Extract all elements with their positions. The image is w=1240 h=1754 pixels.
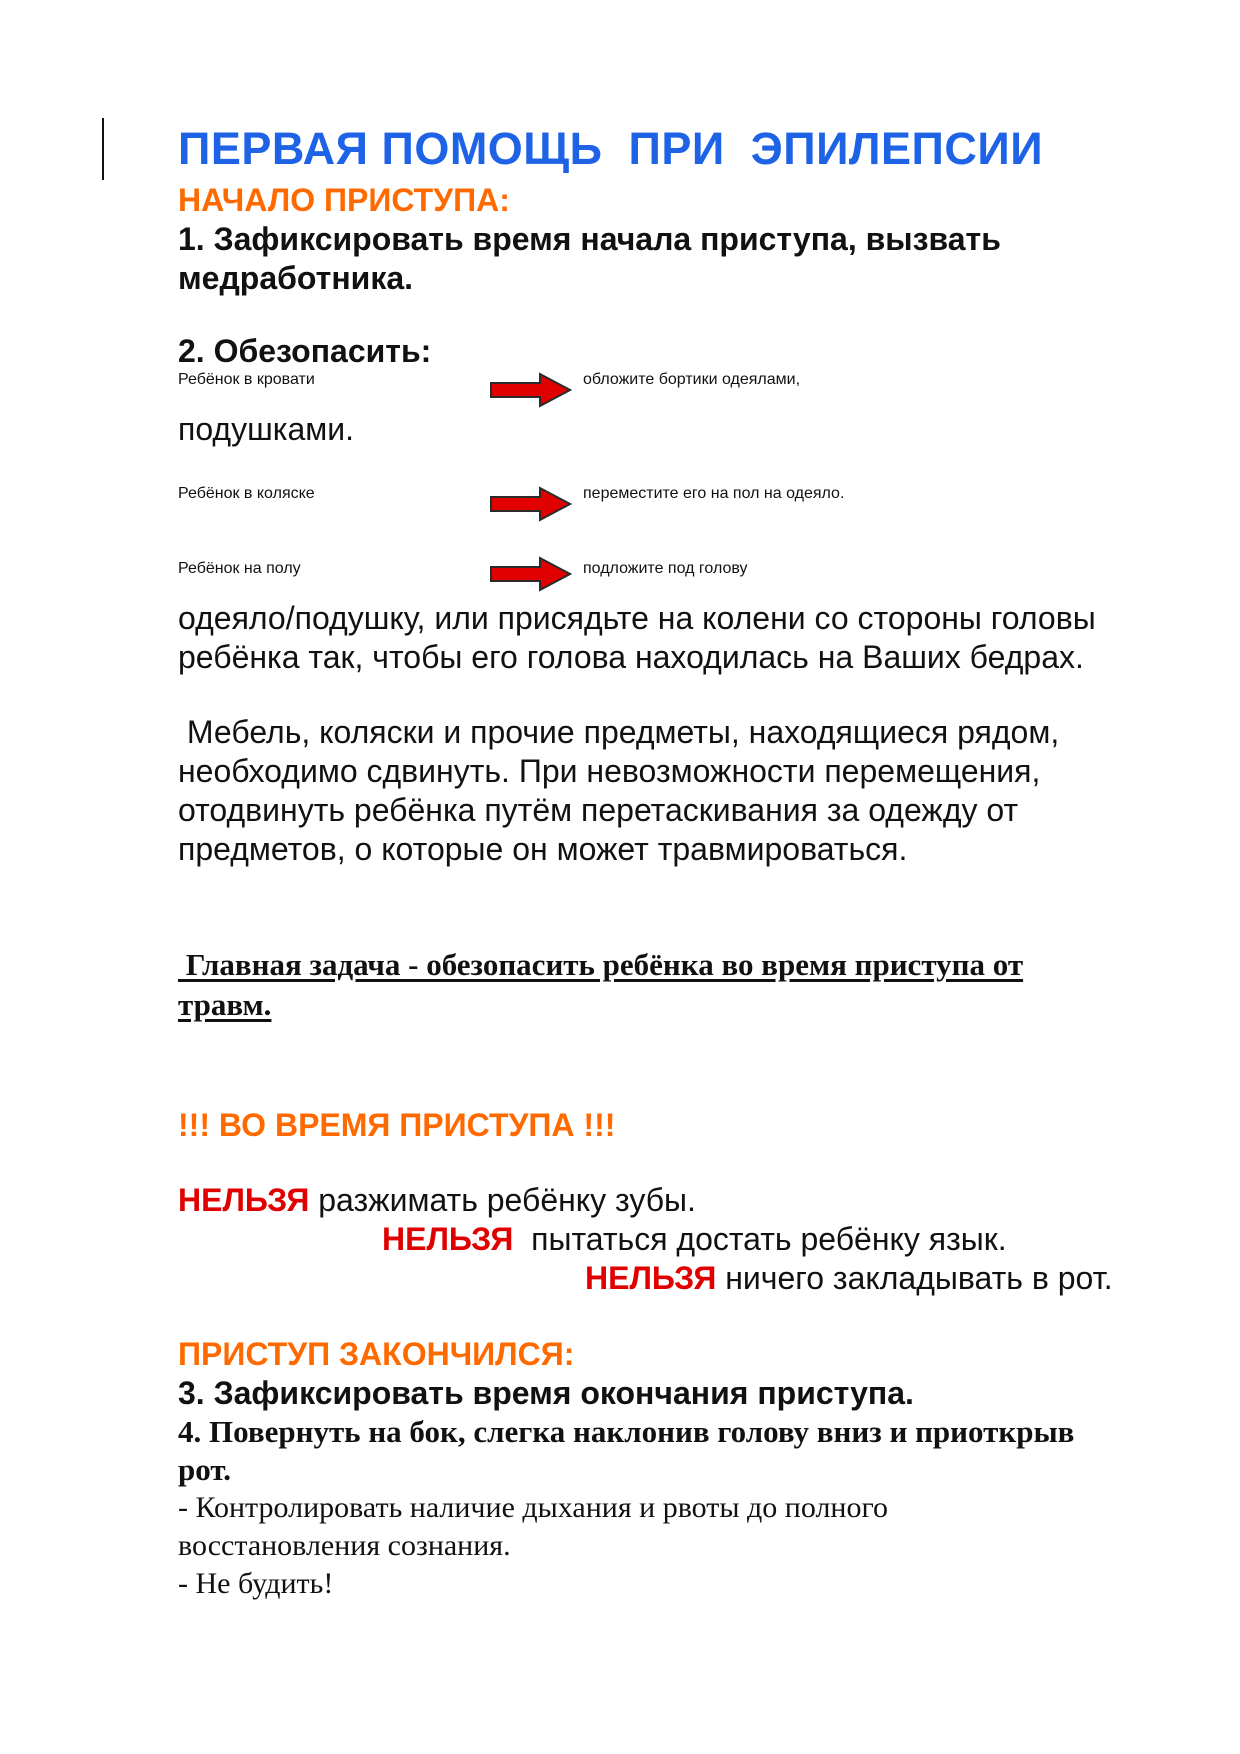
- furniture-line-3: отодвинуть ребёнка путём перетаскивания за одежду от: [178, 792, 1019, 828]
- bed-row: [178, 371, 1188, 410]
- prohibition-1: [178, 1181, 1188, 1220]
- stroller-action: переместите его на пол на одеяло.: [583, 485, 845, 502]
- floor-action: подложите под голову: [583, 560, 748, 577]
- furniture-line-4: предметов, о которые он может травмироваться.: [178, 831, 908, 867]
- step1-line1: 1. Зафиксировать время начала приступа, вызвать: [178, 221, 1001, 257]
- main-task-line-1: Главная задача - обезопасить ребёнка во время приступа от: [178, 947, 1024, 982]
- step4-line1: 4. Повернуть на бок, слегка наклонив голову вниз и приоткрыв: [178, 1414, 1075, 1449]
- step3: 3. Зафиксировать время окончания приступа.: [178, 1375, 914, 1411]
- right-arrow-icon: [490, 372, 572, 408]
- step1-line2: медработника.: [178, 260, 414, 296]
- prohibition-1-text: разжимать ребёнку зубы.: [309, 1182, 696, 1218]
- page-title: ПЕРВАЯ ПОМОЩЬ ПРИ ЭПИЛЕПСИИ: [178, 123, 1044, 174]
- step2-heading: 2. Обезопасить:: [178, 333, 432, 369]
- note1-line1: - Контролировать наличие дыхания и рвоты до полного: [178, 1491, 889, 1524]
- furniture-line-1: Мебель, коляски и прочие предметы, находящиеся рядом,: [178, 714, 1060, 750]
- main-task-line-2: травм.: [178, 987, 272, 1022]
- prohibition-keyword: НЕЛЬЗЯ: [178, 1182, 310, 1218]
- prohibition-3: [178, 1259, 1188, 1298]
- stroller-row: [178, 485, 1188, 524]
- floor-cont-1: одеяло/подушку, или присядьте на колени со стороны головы: [178, 600, 1096, 636]
- note2: - Не будить!: [178, 1567, 334, 1600]
- step4-line2: рот.: [178, 1452, 231, 1487]
- floor-cont-2: ребёнка так, чтобы его голова находилась на Ваших бедрах.: [178, 639, 1084, 675]
- prohibition-keyword: НЕЛЬЗЯ: [585, 1260, 717, 1296]
- note1-line2: восстановления сознания.: [178, 1529, 511, 1562]
- right-arrow-icon: [490, 556, 572, 592]
- furniture-line-2: необходимо сдвинуть. При невозможности перемещения,: [178, 753, 1041, 789]
- floor-row: [178, 560, 1188, 599]
- floor-label: Ребёнок на полу: [178, 560, 301, 577]
- document-page: [178, 118, 1188, 1603]
- prohibition-2-text: пытаться достать ребёнку язык.: [513, 1221, 1007, 1257]
- bed-label: Ребёнок в кровати: [178, 371, 315, 388]
- prohibition-2: [178, 1220, 1188, 1259]
- prohibition-keyword: НЕЛЬЗЯ: [382, 1221, 514, 1257]
- bed-action-cont: подушками.: [178, 411, 355, 447]
- stroller-label: Ребёнок в коляске: [178, 485, 315, 502]
- onset-heading: НАЧАЛО ПРИСТУПА:: [178, 182, 510, 218]
- during-heading: !!! ВО ВРЕМЯ ПРИСТУПА !!!: [178, 1107, 616, 1143]
- bed-action: обложите бортики одеялами,: [583, 371, 801, 388]
- right-arrow-icon: [490, 486, 572, 522]
- text-cursor: [102, 118, 104, 180]
- after-heading: ПРИСТУП ЗАКОНЧИЛСЯ:: [178, 1336, 575, 1372]
- prohibition-3-text: ничего закладывать в рот.: [716, 1260, 1113, 1296]
